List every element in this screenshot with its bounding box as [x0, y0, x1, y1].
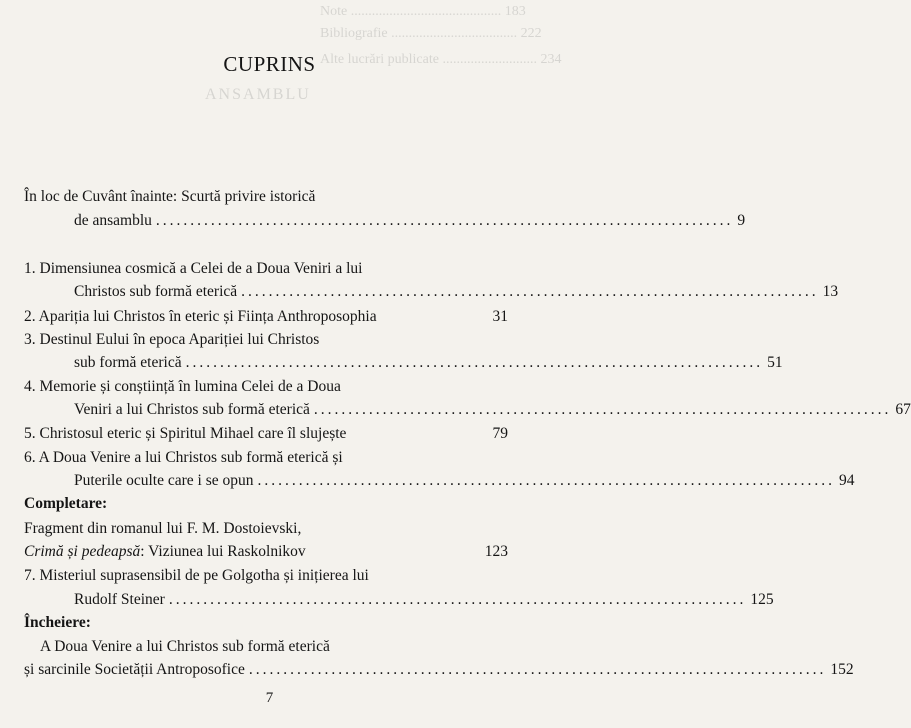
toc-entry-text: 6. A Doua Venire a lui Christos sub formă eterică și	[24, 449, 343, 466]
toc-entry-ch6-line2	[0, 470, 855, 492]
dot-leader: ....................................................................................	[155, 212, 734, 229]
toc-entry-foreword-line1	[0, 186, 539, 208]
toc-page-number: 94	[838, 472, 855, 489]
toc-entry-text: 3. Destinul Eului în epoca Apariției lui Christos	[24, 331, 320, 348]
toc-entry-ch7-line1	[0, 565, 539, 587]
page-title: CUPRINS	[223, 52, 316, 77]
toc-page-number: 67	[895, 401, 911, 418]
toc-entry-text: și sarcinile Societății Antroposofice	[24, 661, 245, 678]
toc-entry-ch1-line2	[0, 281, 839, 303]
section-heading: Completare:	[24, 495, 108, 512]
toc-entry-incheiere-line2	[0, 659, 854, 681]
toc-page-number: 123	[484, 543, 508, 560]
toc-entry-text: Christos sub formă eterică	[74, 283, 238, 300]
page-number: 7	[265, 690, 274, 706]
toc-entry-text: Puterile oculte care i se opun	[74, 472, 254, 489]
section-heading: Încheiere:	[24, 614, 91, 631]
toc-entry-ch6-line1	[0, 447, 539, 469]
toc-page-number: 31	[492, 308, 508, 325]
toc-page-number: 9	[737, 212, 746, 229]
toc-entry-text: A Doua Venire a lui Christos sub formă eterică	[40, 638, 330, 655]
section-heading-completare	[0, 493, 539, 515]
toc-entry-text-rest: : Viziunea lui Raskolnikov	[140, 543, 306, 560]
toc-entry-text: 1. Dimensiunea cosmică a Celei de a Doua Veniri a lui	[24, 260, 363, 277]
toc-page-number: 79	[492, 425, 508, 442]
dot-leader: ....................................................................................	[185, 354, 764, 371]
bleed-through-line: Note ........................................... 183	[320, 4, 526, 19]
section-heading-incheiere	[0, 612, 539, 634]
toc-entry-text	[24, 541, 306, 563]
toc-entry-ch1-line1	[0, 258, 539, 280]
toc-entry-text: 7. Misteriul suprasensibil de pe Golgotha și inițierea lui	[24, 567, 369, 584]
toc-page-number: 125	[750, 591, 774, 608]
toc-entry-text: 2. Apariția lui Christos în eteric și Ființa Anthroposophia	[24, 308, 377, 325]
toc-entry-ch2	[0, 306, 539, 328]
toc-entry-ch4-line2	[0, 399, 911, 421]
toc-entry-text: 4. Memorie și conștiință în lumina Celei de a Doua	[24, 378, 341, 395]
toc-entry-ch3-line2	[0, 352, 783, 374]
toc-entry-text: Veniri a lui Christos sub formă eterică	[74, 401, 310, 418]
bleed-through-line: Bibliografie .................................... 222	[320, 26, 542, 41]
toc-page-number: 13	[822, 283, 839, 300]
toc-entry-ch5	[0, 423, 539, 445]
bleed-through-line: Alte lucrări publicate ........................... 234	[320, 52, 562, 67]
toc-entry-text: de ansamblu	[74, 212, 152, 229]
toc-entry-fragment-line2	[0, 541, 539, 563]
toc-entry-text: 5. Christosul eteric și Spiritul Mihael care îl slujește	[24, 425, 347, 442]
dot-leader: ....................................................................................	[248, 661, 827, 678]
toc-entry-ch4-line1	[0, 376, 539, 398]
toc-entry-incheiere-line1	[0, 636, 539, 658]
toc-entry-foreword-line2	[0, 210, 746, 232]
toc-entry-text: sub formă eterică	[74, 354, 182, 371]
toc-entry-text: Rudolf Steiner	[74, 591, 165, 608]
toc-page-number: 152	[830, 661, 854, 678]
toc-entry-ch3-line1	[0, 329, 539, 351]
dot-leader: ....................................................................................	[257, 472, 835, 489]
book-title: Crimă și pedeapsă	[24, 543, 141, 560]
bleed-through-line: ANSAMBLU	[205, 86, 311, 103]
dot-leader: ....................................................................................	[313, 401, 892, 418]
toc-page-number: 51	[767, 354, 783, 371]
toc-entry-fragment-line1	[0, 518, 539, 540]
dot-leader: ....................................................................................	[168, 591, 747, 608]
toc-entry-ch7-line2	[0, 589, 774, 611]
toc-entry-text: În loc de Cuvânt înainte: Scurtă privire istorică	[24, 188, 316, 205]
dot-leader: ....................................................................................	[241, 283, 819, 300]
toc-entry-text: Fragment din romanul lui F. M. Dostoievski,	[24, 520, 302, 537]
